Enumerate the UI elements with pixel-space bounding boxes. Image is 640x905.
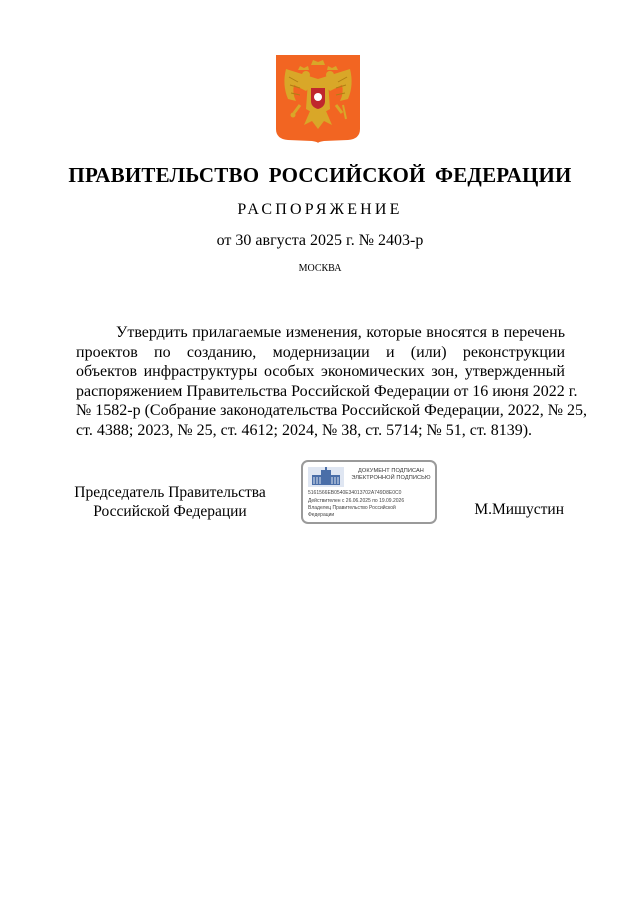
coat-of-arms-icon [276, 55, 360, 143]
body-line: Утвердить прилагаемые изменения, которые вносятся в перечень [116, 324, 565, 341]
signer-name: М.Мишустин [474, 501, 564, 518]
stamp-title-line: ДОКУМЕНТ ПОДПИСАН [358, 468, 424, 474]
body-line: проектов по созданию, модернизации и (или) реконструкции [76, 343, 565, 361]
stamp-owner: Владелец Правительство Российской [308, 505, 396, 511]
stamp-title-line: ЭЛЕКТРОННОЙ ПОДПИСЬЮ [351, 475, 431, 481]
government-building-icon [308, 467, 344, 487]
stamp-title [347, 468, 435, 482]
document-type: РАСПОРЯЖЕНИЕ [237, 201, 403, 218]
stamp-serial: 5161566EB0540E34013702A749D8E0C0 [308, 490, 402, 496]
signer-role [66, 484, 274, 521]
document-city: МОСКВА [298, 263, 342, 274]
order-body [76, 323, 587, 441]
body-line: объектов инфраструктуры особых экономических зон, утвержденный [76, 363, 565, 381]
body-line: распоряжением Правительства Российской Федерации от 16 июня 2022 г. [76, 382, 578, 400]
stamp-owner: Федерации [308, 512, 335, 518]
electronic-signature-stamp [301, 460, 437, 524]
stamp-validity: Действителен с 26.06.2025 по 19.09.2026 [308, 498, 405, 504]
body-line: ст. 4388; 2023, № 25, ст. 4612; 2024, № 38, ст. 5714; № 51, ст. 8139). [76, 421, 533, 439]
signer-role-line: Председатель Правительства [74, 484, 266, 501]
government-title: ПРАВИТЕЛЬСТВО РОССИЙСКОЙ ФЕДЕРАЦИИ [68, 163, 572, 187]
document-date-number: от 30 августа 2025 г. № 2403-р [216, 232, 424, 249]
signer-role-line: Российской Федерации [93, 502, 247, 520]
body-line: № 1582-р (Собрание законодательства Российской Федерации, 2022, № 25, [76, 402, 587, 420]
